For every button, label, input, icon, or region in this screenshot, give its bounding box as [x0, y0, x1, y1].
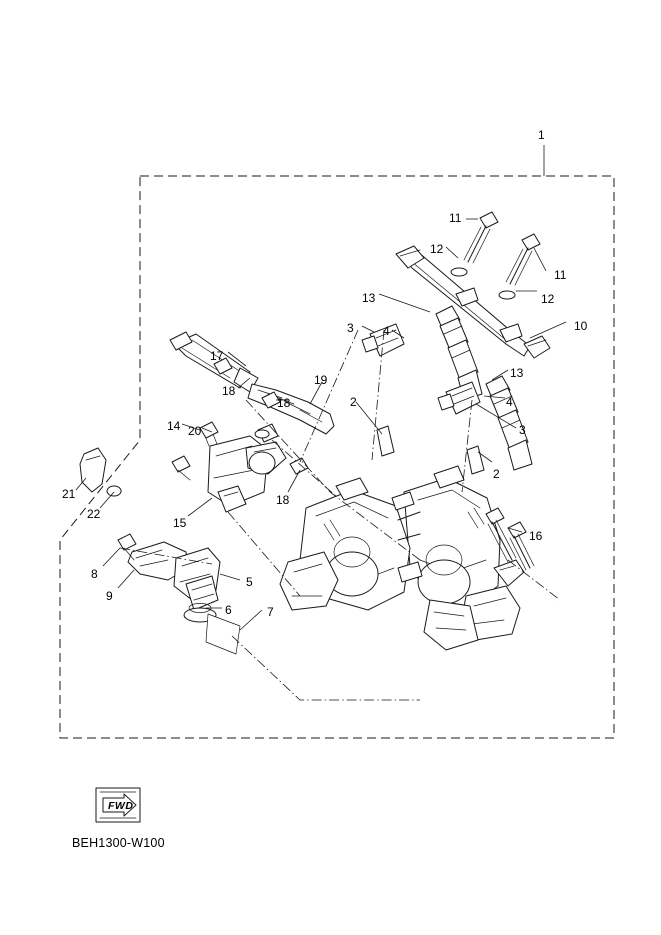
callout-3b: 3 [519, 423, 526, 437]
callout-19: 19 [314, 373, 328, 387]
callout-7: 7 [267, 605, 274, 619]
part-code-label: BEH1300-W100 [72, 836, 165, 850]
callout-13b: 13 [510, 366, 524, 380]
callout-13a: 13 [362, 291, 376, 305]
callout-5: 5 [246, 575, 253, 589]
callout-14: 14 [167, 419, 181, 433]
callout-21: 21 [62, 487, 76, 501]
callout-12a: 12 [430, 242, 444, 256]
callout-16: 16 [529, 529, 543, 543]
fuel-rail-assembly [362, 246, 550, 474]
callout-4b: 4 [506, 395, 513, 409]
callout-18b: 18 [277, 396, 291, 410]
callout-20: 20 [188, 424, 202, 438]
callout-6: 6 [225, 603, 232, 617]
callout-12b: 12 [541, 292, 555, 306]
parts-5-6-7-8-9 [118, 534, 240, 654]
callout-11b: 11 [554, 268, 567, 282]
fasteners-11-12 [451, 212, 540, 299]
callout-4a: 4 [383, 324, 390, 338]
callout-1: 1 [538, 128, 545, 142]
callout-11a: 11 [449, 211, 462, 225]
callout-18a: 18 [222, 384, 236, 398]
callout-15: 15 [173, 516, 187, 530]
callout-18c: 18 [276, 493, 290, 507]
callout-9: 9 [106, 589, 113, 603]
callout-2b: 2 [493, 467, 500, 481]
callout-17: 17 [210, 349, 224, 363]
callout-2a: 2 [350, 395, 357, 409]
callout-8: 8 [91, 567, 98, 581]
callout-10: 10 [574, 319, 588, 333]
callout-22: 22 [87, 507, 101, 521]
callout-3a: 3 [347, 321, 354, 335]
fwd-direction-label: FWD [108, 800, 134, 812]
throttle-body-assembly [280, 466, 524, 650]
